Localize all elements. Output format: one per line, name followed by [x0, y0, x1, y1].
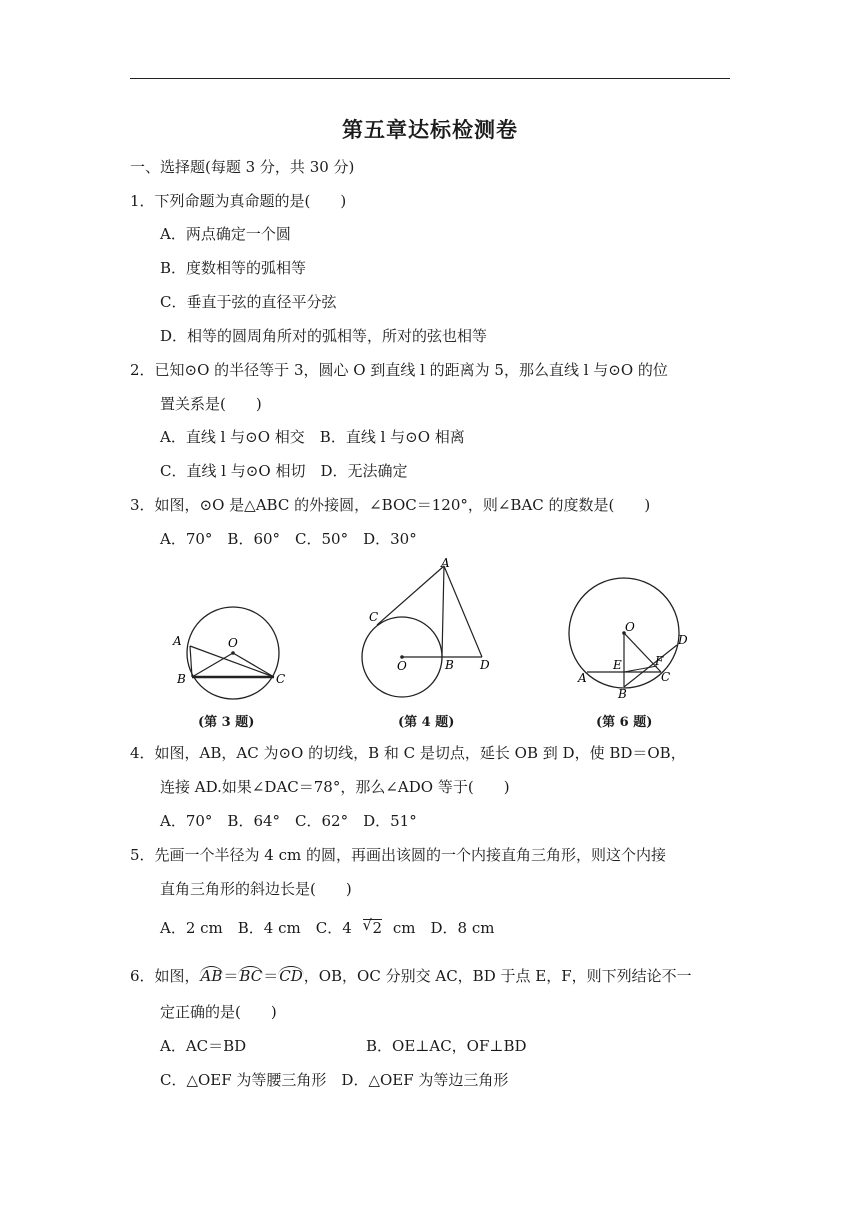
figure-4-caption: (第 4 题) [398, 715, 455, 730]
q6-number: 6．如图， [130, 967, 200, 985]
q2-stem-line1: 2．已知⊙O 的半径等于 3，圆心 O 到直线 l 的距离为 5，那么直线 l 与⊙O 的位 [130, 361, 668, 379]
q6-option-a: A．AC＝BD [160, 1037, 247, 1055]
fig3-label-b: B [177, 672, 186, 686]
fig4-label-o: O [397, 659, 407, 673]
fig4-label-b: B [445, 658, 454, 672]
q4-options: A．70° B．64° C．62° D．51° [160, 812, 417, 830]
fig6-label-d: D [678, 633, 688, 647]
fig3-label-a: A [173, 634, 182, 648]
fig4-label-a: A [441, 556, 450, 570]
q5-options-pre: A．2 cm B．4 cm C．4 [160, 919, 352, 937]
q2-options-ab: A．直线 l 与⊙O 相交 B．直线 l 与⊙O 相离 [160, 428, 465, 446]
q5-stem-line1: 5．先画一个半径为 4 cm 的圆，再画出该圆的一个内接直角三角形，则这个内接 [130, 846, 667, 864]
q5-stem-line2: 直角三角形的斜边长是( ) [160, 880, 352, 898]
header-rule [130, 78, 730, 79]
sqrt-icon: √ [362, 916, 373, 934]
q6-arc-bc: BC [239, 967, 263, 985]
q2-options-cd: C．直线 l 与⊙O 相切 D．无法确定 [160, 462, 408, 480]
q5-sqrt-radicand: 2 [372, 919, 383, 937]
q6-stem-line1 [130, 966, 692, 986]
fig3-label-c: C [276, 672, 286, 686]
q6-eq1: ＝ [223, 967, 239, 985]
q6-eq2: ＝ [263, 967, 279, 985]
q2-stem-line2: 置关系是( ) [160, 395, 262, 413]
page-title: 第五章达标检测卷 [342, 117, 518, 142]
fig3-label-o: O [228, 636, 238, 650]
figure-6-caption: (第 6 题) [596, 715, 653, 730]
figure-6-diagram [565, 555, 705, 705]
section-heading: 一、选择题(每题 3 分，共 30 分) [130, 158, 355, 176]
figure-3-caption: (第 3 题) [198, 715, 255, 730]
q6-arc-ab: AB [200, 967, 223, 985]
q6-stem-rest: ，OB，OC 分别交 AC，BD 于点 E，F，则下列结论不一 [303, 967, 692, 985]
q4-stem-line1: 4．如图，AB，AC 为⊙O 的切线，B 和 C 是切点，延长 OB 到 D，使 BD＝OB， [130, 744, 686, 762]
fig6-label-b: B [618, 687, 627, 701]
fig6-label-o: O [625, 620, 635, 634]
fig4-label-d: D [480, 658, 490, 672]
figure-3-diagram [165, 600, 295, 700]
fig6-label-c: C [661, 670, 671, 684]
q3-stem: 3．如图，⊙O 是△ABC 的外接圆，∠BOC＝120°，则∠BAC 的度数是( ) [130, 496, 651, 514]
fig6-label-f: F [655, 654, 664, 668]
q5-options [160, 918, 494, 938]
q1-option-d: D．相等的圆周角所对的弧相等，所对的弦也相等 [160, 327, 488, 345]
q6-options-cd: C．△OEF 为等腰三角形 D．△OEF 为等边三角形 [160, 1071, 509, 1089]
q4-stem-line2: 连接 AD.如果∠DAC＝78°，那么∠ADO 等于( ) [160, 778, 510, 796]
q1-option-b: B．度数相等的弧相等 [160, 259, 307, 277]
q1-option-c: C．垂直于弦的直径平分弦 [160, 293, 337, 311]
q1-stem: 1．下列命题为真命题的是( ) [130, 192, 347, 210]
figure-4-diagram [355, 555, 515, 705]
fig4-label-c: C [369, 610, 379, 624]
q6-stem-line2: 定正确的是( ) [160, 1003, 277, 1021]
q6-arc-cd: CD [279, 967, 303, 985]
q3-options: A．70° B．60° C．50° D．30° [160, 530, 417, 548]
fig6-label-a: A [578, 671, 587, 685]
q5-sqrt [362, 916, 383, 937]
q1-option-a: A．两点确定一个圆 [160, 225, 291, 243]
q5-options-post: cm D．8 cm [392, 919, 495, 937]
fig6-label-e: E [613, 658, 622, 672]
q6-option-b: B．OE⊥AC，OF⊥BD [366, 1037, 527, 1055]
